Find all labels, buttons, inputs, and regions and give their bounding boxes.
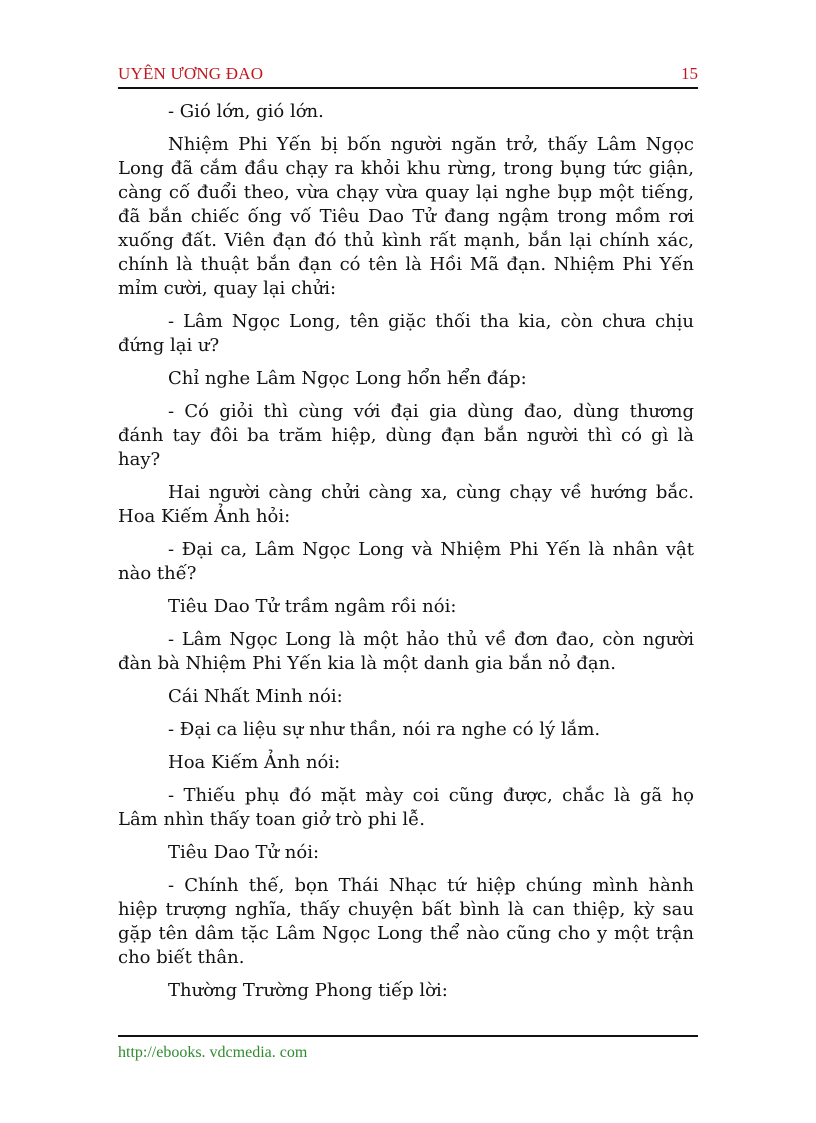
- paragraph: Hai người càng chửi càng xa, cùng chạy về hướng bắc. Hoa Kiếm Ảnh hỏi:: [118, 482, 694, 527]
- paragraph: Nhiệm Phi Yến bị bốn người ngăn trở, thấy Lâm Ngọc Long đã cắm đầu chạy ra khỏi khu rừng, trong bụng tức giận, càng cố đuổi theo, vừa chạy vừa quay lại nghe bụp một tiếng, đã bắn chiếc ống vố Tiêu Dao Tử đang ngậm trong mồm rơi xuống đất. Viên đạn đó thủ kình rất mạnh, bắn lại chính xác, chính là thuật bắn đạn có tên là Hồi Mã đạn. Nhiệm Phi Yến mỉm cười, quay lại chửi:: [118, 134, 694, 299]
- page-body: [118, 100, 694, 1012]
- footer-url-link[interactable]: http://ebooks. vdcmedia. com: [118, 1044, 308, 1061]
- paragraph: - Đại ca, Lâm Ngọc Long và Nhiệm Phi Yến là nhân vật nào thế?: [118, 539, 694, 584]
- header-divider: [118, 87, 698, 89]
- paragraph: Cái Nhất Minh nói:: [168, 686, 343, 707]
- paragraph: - Gió lớn, gió lớn.: [168, 101, 324, 122]
- page-header: [118, 62, 698, 88]
- page-number: 15: [681, 64, 698, 83]
- paragraph: - Thiếu phụ đó mặt mày coi cũng được, chắc là gã họ Lâm nhìn thấy toan giở trò phi lễ.: [118, 785, 694, 830]
- paragraph: Tiêu Dao Tử nói:: [168, 842, 320, 863]
- paragraph: - Có giỏi thì cùng với đại gia dùng đao, dùng thương đánh tay đôi ba trăm hiệp, dùng đạn bắn người thì có gì là hay?: [118, 401, 694, 470]
- paragraph: Thường Trường Phong tiếp lời:: [168, 980, 448, 1001]
- paragraph: Hoa Kiếm Ảnh nói:: [168, 752, 341, 773]
- paragraph: - Đại ca liệu sự như thần, nói ra nghe có lý lắm.: [168, 719, 601, 740]
- paragraph: - Chính thế, bọn Thái Nhạc tứ hiệp chúng mình hành hiệp trượng nghĩa, thấy chuyện bất bình là can thiệp, kỳ sau gặp tên dâm tặc Lâm Ngọc Long thể nào cũng cho y một trận cho biết thân.: [118, 875, 694, 968]
- footer-divider: [118, 1035, 698, 1037]
- paragraph: Tiêu Dao Tử trầm ngâm rồi nói:: [168, 596, 457, 617]
- book-title: UYÊN ƯƠNG ĐAO: [118, 64, 264, 83]
- paragraph: Chỉ nghe Lâm Ngọc Long hổn hển đáp:: [168, 368, 527, 389]
- paragraph: - Lâm Ngọc Long, tên giặc thối tha kia, còn chưa chịu đứng lại ư?: [118, 311, 694, 356]
- paragraph: - Lâm Ngọc Long là một hảo thủ về đơn đao, còn người đàn bà Nhiệm Phi Yến kia là một danh gia bắn nỏ đạn.: [118, 629, 694, 674]
